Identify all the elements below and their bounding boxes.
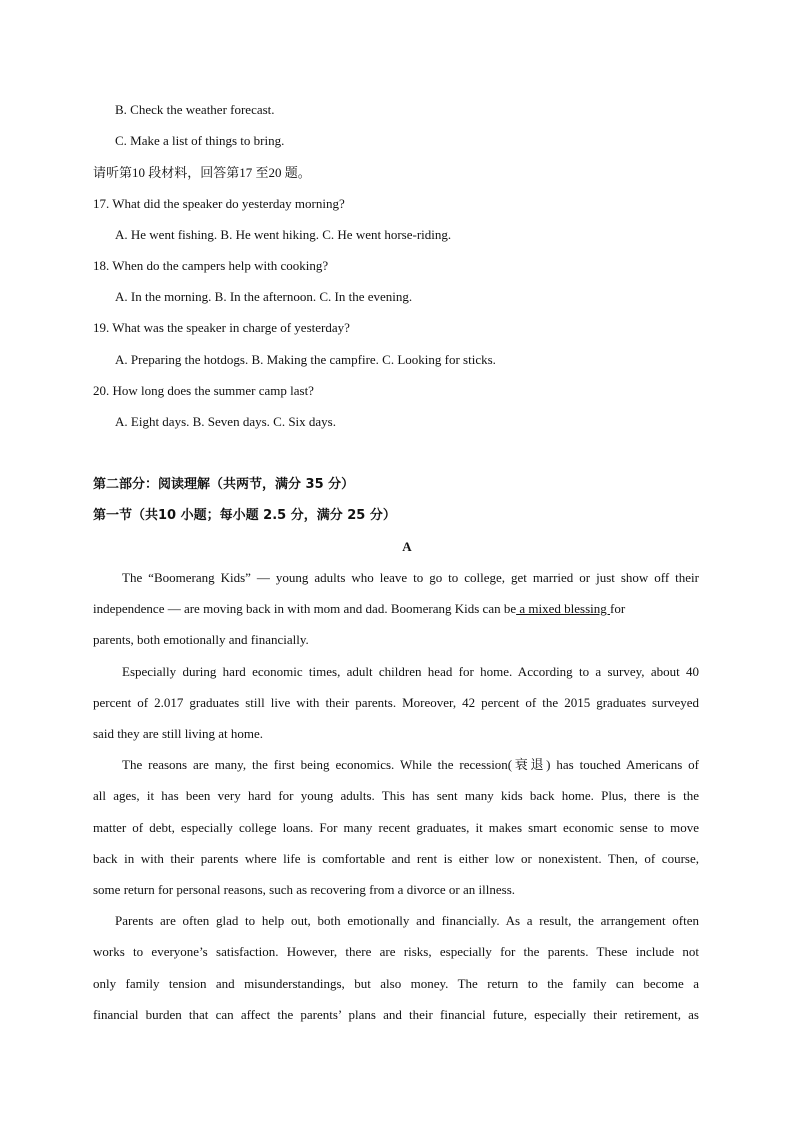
p2-line-2: percent of 2.017 graduates still live with their parents. Moreover, 42 percent of the 2015 graduates surveyed bbox=[93, 695, 699, 710]
underlined-phrase: a mixed blessing bbox=[516, 601, 610, 616]
p4-line-4: financial burden that can affect the parents’ plans and their financial future, especially their retirement, as bbox=[93, 1007, 699, 1022]
question-17: 17. What did the speaker do yesterday morning? bbox=[93, 196, 345, 211]
question-17-options: A. He went fishing. B. He went hiking. C. He went horse-riding. bbox=[115, 227, 452, 242]
listening-instruction: 请听第10 段材料，回答第17 至20 题。 bbox=[93, 165, 311, 180]
question-19-options: A. Preparing the hotdogs. B. Making the campfire. C. Looking for sticks. bbox=[115, 352, 496, 367]
p1-line-2-text: independence — are moving back in with mom and dad. Boomerang Kids can be bbox=[93, 601, 517, 616]
reading-part-title: 第二部分：阅读理解（共两节，满分 35 分） bbox=[93, 477, 355, 492]
q16-option-b: B. Check the weather forecast. bbox=[115, 102, 275, 117]
p3-line-3: matter of debt, especially college loans. For many recent graduates, it makes smart economic sense to move bbox=[93, 820, 699, 835]
reading-section-title: 第一节（共10 小题；每小题 2.5 分，满分 25 分） bbox=[93, 508, 396, 523]
question-19: 19. What was the speaker in charge of yesterday? bbox=[93, 320, 350, 335]
p1-line-2-end: for bbox=[610, 601, 626, 616]
p1-line-1: The “Boomerang Kids” — young adults who leave to go to college, get married or just show off their bbox=[122, 570, 699, 585]
p4-line-2: works to everyone’s satisfaction. However, there are risks, especially for the parents. These include not bbox=[93, 944, 699, 959]
p3-line-1: The reasons are many, the first being economics. While the recession(衰退) has touched Americans of bbox=[122, 757, 699, 772]
question-20: 20. How long does the summer camp last? bbox=[93, 383, 314, 398]
p2-line-3: said they are still living at home. bbox=[93, 726, 264, 741]
question-18-options: A. In the morning. B. In the afternoon. C. In the evening. bbox=[115, 289, 413, 304]
p3-line-4: back in with their parents where life is comfortable and rent is either low or nonexistent. Then, of course, bbox=[93, 851, 699, 866]
question-20-options: A. Eight days. B. Seven days. C. Six days. bbox=[115, 414, 336, 429]
question-18: 18. When do the campers help with cooking? bbox=[93, 258, 329, 273]
p3-line-2: all ages, it has been very hard for young adults. This has sent many kids back home. Plus, there is the bbox=[93, 788, 699, 803]
p1-line-3: parents, both emotionally and financially. bbox=[93, 632, 309, 647]
passage-label: A bbox=[402, 539, 412, 554]
p3-line-5: some return for personal reasons, such as recovering from a divorce or an illness. bbox=[93, 882, 515, 897]
p2-line-1: Especially during hard economic times, adult children head for home. According to a survey, about 40 bbox=[122, 664, 699, 679]
p1-line-2 bbox=[93, 601, 699, 617]
p4-line-1: Parents are often glad to help out, both emotionally and financially. As a result, the arrangement often bbox=[115, 913, 699, 928]
q16-option-c: C. Make a list of things to bring. bbox=[115, 133, 285, 148]
p4-line-3: only family tension and misunderstandings, but also money. The return to the family can become a bbox=[93, 976, 699, 991]
